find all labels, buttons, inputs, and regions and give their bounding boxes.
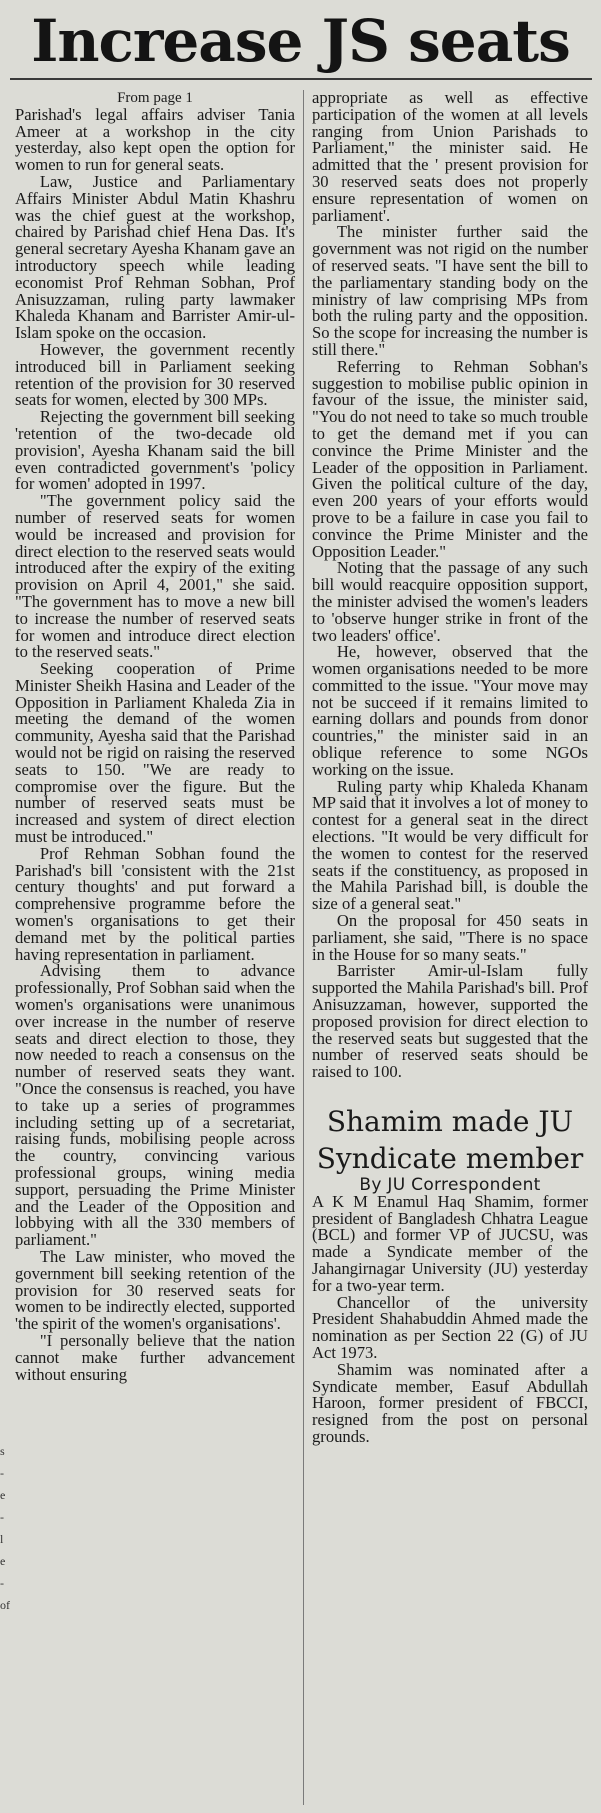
right-paragraph: appropriate as well as effective participation of the women at all levels ranging from Union Parishads to Parliament," the minister said. He admitted that the ' present provision for 30 reserved seats does not properly ensure representation of women on parliament'. (312, 88, 588, 225)
column-divider (303, 90, 304, 1805)
second-story-paragraph: A K M Enamul Haq Shamim, former president of Bangladesh Chhatra League (BCL) and former VP of JUCSU, was made a Syndicate member of the Jahangirnagar University (JU) yesterday for a two-year term. (312, 1191, 588, 1295)
left-paragraph: "The government policy said the number of reserved seats for women would be increased and provision for direct election to the reserved seats would introduced after the expiry of the exiting provision on April 4, 2001," she said. "The government has to move a new bill to increase the number of reserved seats for women and introduce direct election to the reserved seats." (15, 491, 295, 662)
margin-fragment: l (0, 1532, 4, 1546)
second-story-headline: Shamim made JU Syndicate member (316, 1105, 584, 1176)
from-page-label: From page 1 (117, 90, 193, 106)
left-paragraph: Advising them to advance professionally, Prof Sobhan said when the women's organisations were unanimous over increase in the number of reserve seats and direct election to those, they now needed to reach a consensus on the number of reserved seats they want. "Once the consensus is reached, you have to take up a series of programmes including setting up of a secretariat, raising funds, mobilising people across the country, convincing various professional groups, wining media support, persuading the Prime Minister and the Leader of the Opposition and lobbying with all the 330 members of parliament." (15, 961, 295, 1250)
left-paragraph: Seeking cooperation of Prime Minister Sheikh Hasina and Leader of the Opposition in Parliament Khaleda Zia in meeting the demand of the women community, Ayesha said that the Parishad would not be rigid on raising the reserved seats to 150. "We are ready to compromise over the figure. But the number of reserved seats must be increased and system of direct election must be introduced." (15, 659, 295, 847)
margin-fragment: e (0, 1488, 6, 1502)
margin-fragment: - (0, 1576, 4, 1590)
left-column (15, 90, 295, 1383)
headline-rule (10, 78, 592, 80)
right-paragraph: Noting that the passage of any such bill would reacquire opposition support, the minister advised the women's leaders to 'observe hunger strike in front of the two leaders' office'. (312, 558, 588, 645)
margin-fragment: of (0, 1598, 10, 1612)
right-column (312, 90, 588, 1446)
left-paragraph: Law, Justice and Parliamentary Affairs Minister Abdul Matin Khashru was the chief guest at the workshop, chaired by Parishad chief Hena Das. It's general secretary Ayesha Khanam gave an introductory speech while leading economist Prof Rehman Sobhan, Prof Anisuzzaman, ruling party lawmaker Khaleda Khanam and Barrister Amir-ul-Islam spoke on the occasion. (15, 171, 295, 343)
right-paragraph: Referring to Rehman Sobhan's suggestion to mobilise public opinion in favour of the issue, the minister said, "You do not need to take so much trouble to get the demand met if you can convince the Prime Minister and the Leader of the opposition in Parliament. Given the political culture of the day, even 200 years of your efforts would prove to be a failure in case you fail to convince the Prime Minister and the Opposition Leader." (312, 356, 588, 561)
margin-fragment: - (0, 1466, 4, 1480)
left-paragraph: However, the government recently introduced bill in Parliament seeking retention of the provision for 30 reserved seats for women, elected by 300 MPs. (15, 339, 295, 410)
right-paragraph: He, however, observed that the women organisations needed to be more committed to the issue. "Your move may not be succeed if it remains limited to earning dollars and pounds from donor countries," the minister said in an oblique reference to some NGOs working on the issue. (312, 642, 588, 779)
left-paragraph: "I personally believe that the nation cannot make further advancement without ensuring (15, 1330, 295, 1384)
left-paragraph: Prof Rehman Sobhan found the Parishad's bill 'consistent with the 21st century thoughts' and put forward a comprehensive programme before the women's organisations to get their demand met by the political parties having representation in parliament. (15, 843, 295, 964)
margin-fragment: - (0, 1510, 4, 1524)
second-story-paragraph: Chancellor of the university President Shahabuddin Ahmed made the nomination as per Section 22 (G) of JU Act 1973. (312, 1292, 588, 1362)
right-paragraph: Ruling party whip Khaleda Khanam MP said that it involves a lot of money to contest for a general seat in the direct elections. "It would be very difficult for the women to contest for the reserved seats if the constituency, as proposed in the Mahila Parishad bill, is double the size of a general seat." (312, 776, 588, 914)
second-story (312, 1103, 588, 1446)
right-paragraph: On the proposal for 450 seats in parliament, she said, "There is no space in the House for so many seats." (312, 911, 588, 964)
adjacent-column-fragments (0, 1440, 10, 1616)
right-paragraph: The minister further said the government was not rigid on the number of reserved seats. "I have sent the bill to the parliamentary standing body on the ministry of law comprising MPs from both the ruling party and the opposition. So the scope for increasing the number is still there." (312, 222, 588, 359)
second-story-byline: By JU Correspondent (359, 1175, 541, 1196)
left-paragraph: The Law minister, who moved the government bill seeking retention of the provision for 30 reserved seats for women to be indirectly elected, supported 'the spirit of the women's organisations'. (15, 1246, 295, 1334)
left-paragraph: Parishad's legal affairs adviser Tania Ameer at a workshop in the city yesterday, also kept open the option for women to run for general seats. (15, 104, 295, 175)
left-paragraph: Rejecting the government bill seeking 'retention of the two-decade old provision', Ayesha Khanam said the bill even contradicted government's 'policy for women' adopted in 1997. (15, 407, 295, 494)
headline: Increase JS seats (31, 7, 570, 75)
right-paragraph: Barrister Amir-ul-Islam fully supported the Mahila Parishad's bill. Prof Anisuzzaman, however, supported the proposed provision for direct election to the reserved seats but suggested that the number of reserved seats should be raised to 100. (312, 961, 588, 1082)
margin-fragment: s (0, 1444, 5, 1458)
second-story-paragraph: Shamim was nominated after a Syndicate member, Easuf Abdullah Haroon, former president of FBCCI, resigned from the post on personal grounds. (312, 1359, 588, 1446)
margin-fragment: e (0, 1554, 6, 1568)
